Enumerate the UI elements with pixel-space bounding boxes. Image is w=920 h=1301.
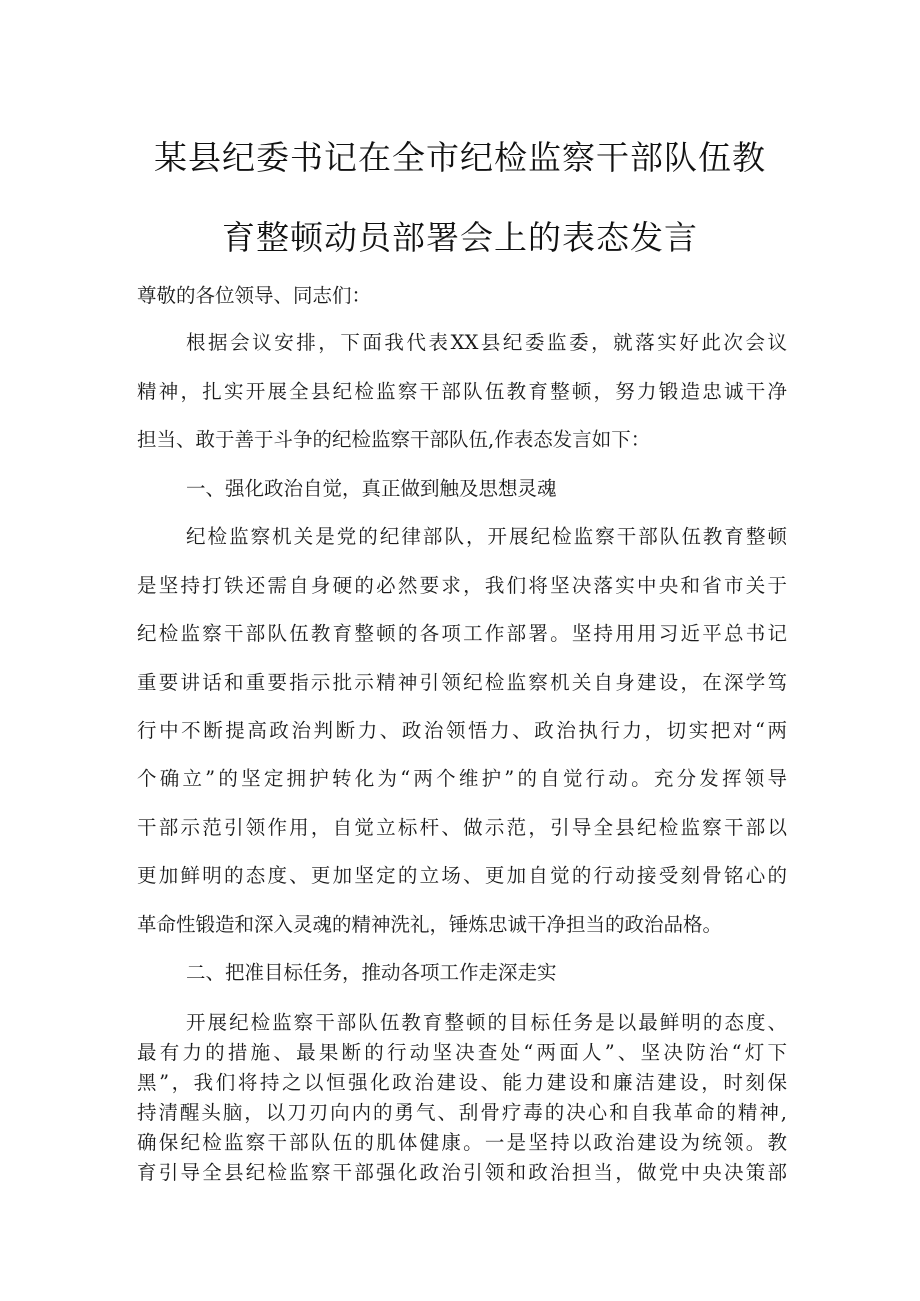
paragraph-1-line: 重要讲话和重要指示批示精神引领纪检监察机关自身建设，在深学笃 <box>137 671 787 694</box>
intro-line: 担当、敢于善于斗争的纪检监察干部队伍,作表态发言如下： <box>137 428 651 451</box>
paragraph-2-line: 开展纪检监察干部队伍教育整顿的目标任务是以最鲜明的态度、 <box>186 1011 787 1034</box>
paragraph-1-line: 纪检监察干部队伍教育整顿的各项工作部署。坚持用用习近平总书记 <box>137 622 787 645</box>
intro-line: 精神，扎实开展全县纪检监察干部队伍教育整顿，努力锻造忠诚干净 <box>137 380 787 403</box>
section-heading-2: 二、把准目标任务，推动各项工作走深走实 <box>186 961 557 984</box>
paragraph-1-line: 是坚持打铁还需自身硬的必然要求，我们将坚决落实中央和省市关于 <box>137 574 787 597</box>
paragraph-1-line: 个确立”的坚定拥护转化为“两个维护”的自觉行动。充分发挥领导 <box>137 767 787 790</box>
paragraph-2-line: 确保纪检监察干部队伍的肌体健康。一是坚持以政治建设为统领。教 <box>137 1131 787 1154</box>
paragraph-1-line: 行中不断提高政治判断力、政治领悟力、政治执行力，切实把对“两 <box>137 719 787 742</box>
paragraph-1-line: 革命性锻造和深入灵魂的精神洗礼，锤炼忠诚干净担当的政治品格。 <box>137 913 723 936</box>
paragraph-2-line: 最有力的措施、最果断的行动坚决查处“两面人”、坚决防治“灯下 <box>137 1041 787 1064</box>
paragraph-2-line: 持清醒头脑，以刀刃向内的勇气、刮骨疗毒的决心和自我革命的精神, <box>137 1101 787 1124</box>
intro-line: 根据会议安排，下面我代表XX县纪委监委，就落实好此次会议 <box>186 331 787 354</box>
document-title-line-2: 育整顿动员部署会上的表态发言 <box>222 218 698 257</box>
document-title-line-1: 某县纪委书记在全市纪检监察干部队伍教 <box>154 138 766 177</box>
paragraph-2-line: 育引导全县纪检监察干部强化政治引领和政治担当，做党中央决策部 <box>137 1161 787 1184</box>
paragraph-1-line: 更加鲜明的态度、更加坚定的立场、更加自觉的行动接受刻骨铭心的 <box>137 864 787 887</box>
paragraph-1-line: 纪检监察机关是党的纪律部队，开展纪检监察干部队伍教育整顿 <box>186 525 787 548</box>
paragraph-2-line: 黑”，我们将持之以恒强化政治建设、能力建设和廉洁建设，时刻保 <box>137 1071 787 1094</box>
paragraph-1-line: 干部示范引领作用，自觉立标杆、做示范，引导全县纪检监察干部以 <box>137 816 787 839</box>
section-heading-1: 一、强化政治自觉，真正做到触及思想灵魂 <box>186 477 557 500</box>
salutation: 尊敬的各位领导、同志们： <box>137 284 372 307</box>
